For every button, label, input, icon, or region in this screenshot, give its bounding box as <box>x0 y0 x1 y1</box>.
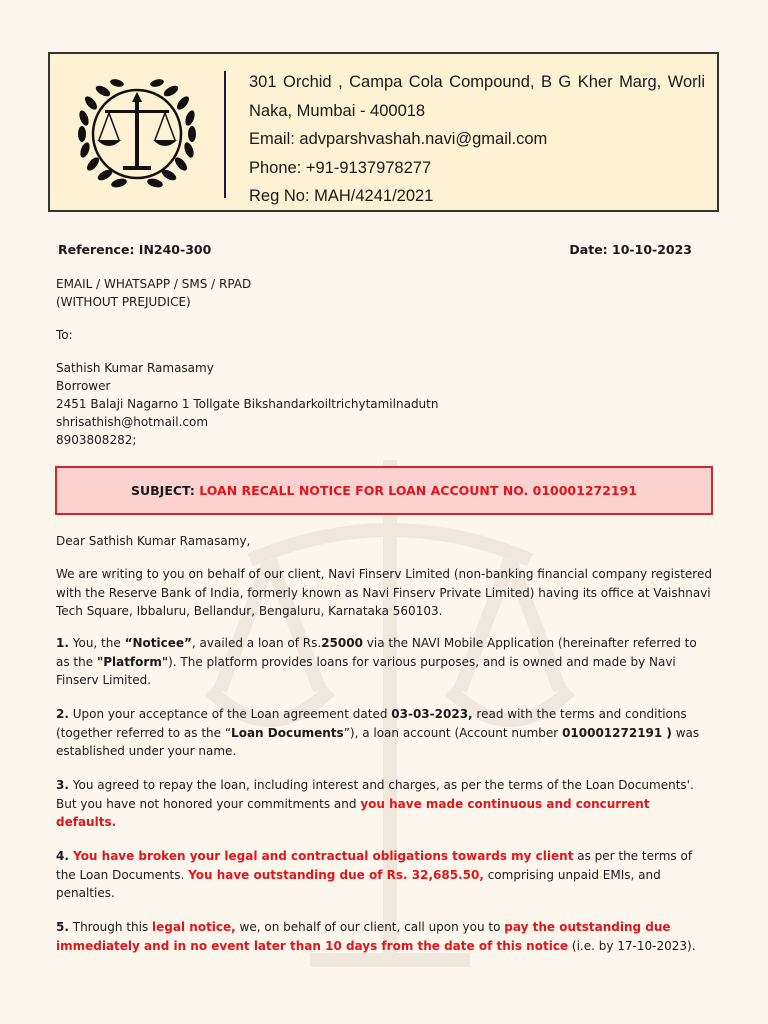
p2-text: ”), a loan account (Account number <box>343 725 563 740</box>
delivery-mode-line-1: EMAIL / WHATSAPP / SMS / RPAD <box>56 277 252 291</box>
reg-no-line: Reg No: MAH/4241/2021 <box>249 187 434 205</box>
contact-block <box>249 68 709 211</box>
paragraph-3 <box>56 776 712 832</box>
delivery-mode <box>56 275 251 311</box>
paragraph-1 <box>56 634 712 690</box>
p5-text: (i.e. by 17-10-2023). <box>568 938 696 953</box>
p1-number: 1. <box>56 636 69 650</box>
p2-bold: 010001272191 ) <box>562 725 672 740</box>
address-line-1: 301 Orchid , Campa Cola Compound, B G Kher Marg, Worli <box>249 73 705 91</box>
p5-text: we, on behalf of our client, call upon you to <box>235 920 505 934</box>
date: Date: 10-10-2023 <box>569 242 692 257</box>
p4-highlight: You have outstanding due of Rs. 32,685.50, <box>188 867 484 882</box>
recipient-phone: 8903808282; <box>56 433 137 447</box>
p4-highlight: You have broken your legal and contractual obligations towards my client <box>68 849 574 863</box>
subject-box <box>55 466 713 515</box>
recipient-block <box>56 359 438 449</box>
p2-text: was established under your name. <box>56 725 700 758</box>
p5-text: Through this <box>68 920 153 934</box>
delivery-mode-line-2: (WITHOUT PREJUDICE) <box>56 295 191 309</box>
paragraph-4 <box>56 847 712 903</box>
p3-number: 3. <box>56 778 69 792</box>
recipient-name: Sathish Kumar Ramasamy <box>56 361 214 375</box>
p1-text: ). The platform provides loans for various purposes, and is owned and made by Navi Finserv Limited. <box>56 654 676 687</box>
scales-of-justice-emblem-icon <box>75 72 199 196</box>
p4-text: comprising unpaid EMIs, and penalties. <box>56 867 661 900</box>
p4-number: 4. <box>56 849 69 863</box>
paragraph-5 <box>56 918 712 955</box>
letterhead <box>48 52 719 212</box>
phone-line: Phone: +91-9137978277 <box>249 158 432 177</box>
recipient-role: Borrower <box>56 379 111 393</box>
subject-text: LOAN RECALL NOTICE FOR LOAN ACCOUNT NO. 010001272191 <box>199 483 638 498</box>
subject-label: SUBJECT: <box>130 483 200 498</box>
reference: Reference: IN240-300 <box>58 242 212 257</box>
salutation: Dear Sathish Kumar Ramasamy, <box>56 534 251 548</box>
p5-highlight: legal notice, <box>152 920 236 934</box>
p1-text: You, the <box>68 636 125 650</box>
recipient-email: shrisathish@hotmail.com <box>56 415 209 429</box>
p1-text: via the NAVI Mobile Application (hereinafter referred to as the <box>56 636 697 669</box>
email-line: Email: advparshvashah.navi@gmail.com <box>249 130 548 148</box>
p5-number: 5. <box>56 920 69 934</box>
p2-bold: 03-03-2023, <box>391 707 473 721</box>
intro-paragraph: We are writing to you on behalf of our client, Navi Finserv Limited (non-banking financial company registered with the Reserve Bank of India, formerly known as Navi Finserv Private Limited) having its office at Vaishnavi Tech Square, Ibbaluru, Bellandur, Bengaluru, Karnataka 560103. <box>56 567 712 618</box>
p1-bold: 25000 <box>321 636 363 650</box>
p3-text: You agreed to repay the loan, including interest and charges, as per the terms of the Loan Documents'. But you have not honored your commitments and <box>56 778 694 811</box>
p2-text: Upon your acceptance of the Loan agreement dated <box>68 707 392 721</box>
p2-number: 2. <box>56 707 69 721</box>
p2-bold: Loan Documents <box>231 725 344 740</box>
p1-text: , availed a loan of Rs. <box>191 636 322 650</box>
p1-bold: "Platform" <box>96 654 169 669</box>
to-label: To: <box>56 328 73 342</box>
paragraph-2 <box>56 705 712 761</box>
address-line-2: Naka, Mumbai - 400018 <box>249 101 426 120</box>
p2-text: read with the terms and conditions (together referred to as the “ <box>56 707 687 740</box>
header-divider <box>224 71 226 198</box>
p3-highlight: you have made continuous and concurrent defaults. <box>56 796 650 829</box>
p5-highlight: pay the outstanding due immediately and in no event later than 10 days from the date of this notice <box>56 920 671 953</box>
recipient-address: 2451 Balaji Nagarno 1 Tollgate Bikshandarkoiltrichytamilnadutn <box>56 397 439 411</box>
p1-bold: “Noticee” <box>124 636 192 650</box>
p4-text: as per the terms of the Loan Documents. <box>56 849 693 882</box>
